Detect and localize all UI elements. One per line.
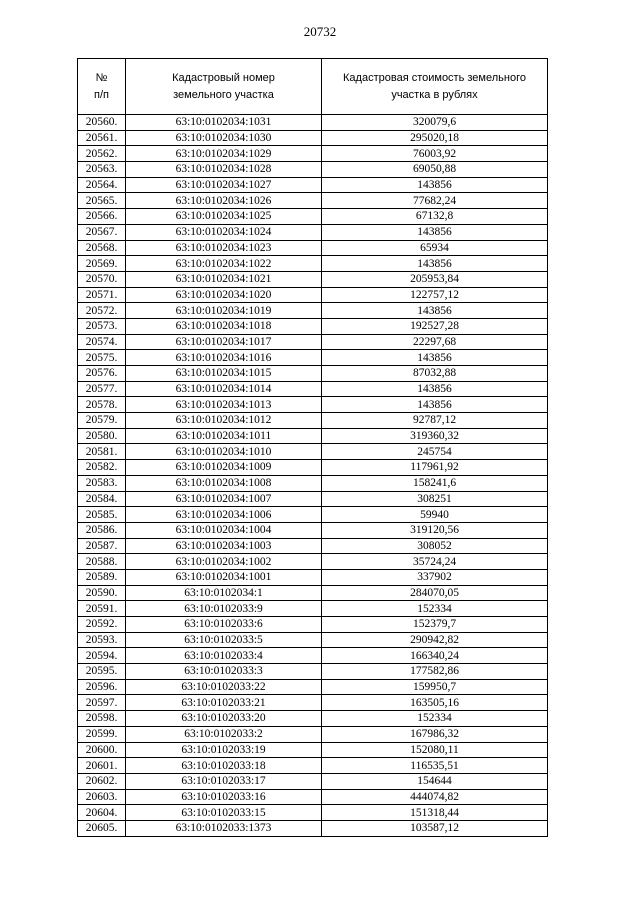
cadastral-value: 308052: [322, 538, 548, 554]
row-number: 20574.: [78, 334, 126, 350]
cadastral-value: 87032,88: [322, 366, 548, 382]
cadastral-number: 63:10:0102034:1004: [126, 522, 322, 538]
table-row: [78, 617, 548, 633]
table-row: [78, 632, 548, 648]
table-row: [78, 820, 548, 836]
cadastral-value: 143856: [322, 303, 548, 319]
cadastral-value: 166340,24: [322, 648, 548, 664]
cadastral-value: 290942,82: [322, 632, 548, 648]
row-number: 20595.: [78, 664, 126, 680]
table-row: [78, 491, 548, 507]
table-row: [78, 287, 548, 303]
cadastral-value: 116535,51: [322, 758, 548, 774]
header-cadastral-number-line-1: Кадастровый номер: [172, 71, 275, 84]
row-number: 20581.: [78, 444, 126, 460]
cadastral-number: 63:10:0102033:6: [126, 617, 322, 633]
row-number: 20573.: [78, 318, 126, 334]
cadastral-number: 63:10:0102034:1013: [126, 397, 322, 413]
cadastral-value: 177582,86: [322, 664, 548, 680]
cadastral-number: 63:10:0102034:1021: [126, 271, 322, 287]
cadastral-value: 35724,24: [322, 554, 548, 570]
cadastral-value: 159950,7: [322, 679, 548, 695]
row-number: 20591.: [78, 601, 126, 617]
table-row: [78, 679, 548, 695]
cadastral-number: 63:10:0102033:19: [126, 742, 322, 758]
cadastral-table: [77, 58, 548, 837]
cadastral-number: 63:10:0102034:1014: [126, 381, 322, 397]
row-number: 20569.: [78, 256, 126, 272]
cadastral-value: 308251: [322, 491, 548, 507]
table-row: [78, 522, 548, 538]
page-number: 20732: [303, 24, 337, 39]
cadastral-value: 143856: [322, 224, 548, 240]
row-number: 20594.: [78, 648, 126, 664]
cadastral-number: 63:10:0102034:1015: [126, 366, 322, 382]
row-number: 20561.: [78, 130, 126, 146]
cadastral-value: 152379,7: [322, 617, 548, 633]
row-number: 20605.: [78, 820, 126, 836]
cadastral-value: 444074,82: [322, 789, 548, 805]
table-row: [78, 742, 548, 758]
table-row: [78, 664, 548, 680]
header-row: [78, 59, 548, 115]
row-number: 20572.: [78, 303, 126, 319]
cadastral-value: 319360,32: [322, 428, 548, 444]
header-number-line-1: №: [95, 71, 108, 84]
cadastral-number: 63:10:0102033:15: [126, 805, 322, 821]
header-cadastral-number: [126, 59, 322, 115]
row-number: 20592.: [78, 617, 126, 633]
cadastral-number: 63:10:0102033:3: [126, 664, 322, 680]
cadastral-value: 67132,8: [322, 209, 548, 225]
header-cadastral-number-line-2: земельного участка: [173, 88, 274, 101]
cadastral-number: 63:10:0102033:21: [126, 695, 322, 711]
cadastral-value: 117961,92: [322, 460, 548, 476]
header-cadastral-value: [322, 59, 548, 115]
row-number: 20563.: [78, 162, 126, 178]
cadastral-number: 63:10:0102033:9: [126, 601, 322, 617]
table-row: [78, 256, 548, 272]
cadastral-value: 295020,18: [322, 130, 548, 146]
row-number: 20600.: [78, 742, 126, 758]
cadastral-number: 63:10:0102034:1024: [126, 224, 322, 240]
cadastral-number: 63:10:0102034:1023: [126, 240, 322, 256]
table-row: [78, 601, 548, 617]
cadastral-number: 63:10:0102034:1001: [126, 569, 322, 585]
table-row: [78, 648, 548, 664]
table-row: [78, 585, 548, 601]
row-number: 20579.: [78, 413, 126, 429]
row-number: 20584.: [78, 491, 126, 507]
cadastral-number: 63:10:0102034:1003: [126, 538, 322, 554]
cadastral-number: 63:10:0102034:1027: [126, 177, 322, 193]
table-row: [78, 177, 548, 193]
cadastral-number: 63:10:0102034:1019: [126, 303, 322, 319]
row-number: 20570.: [78, 271, 126, 287]
cadastral-number: 63:10:0102034:1028: [126, 162, 322, 178]
table-row: [78, 240, 548, 256]
cadastral-number: 63:10:0102033:5: [126, 632, 322, 648]
cadastral-number: 63:10:0102033:4: [126, 648, 322, 664]
table-row: [78, 773, 548, 789]
cadastral-value: 205953,84: [322, 271, 548, 287]
table-row: [78, 115, 548, 131]
row-number: 20577.: [78, 381, 126, 397]
cadastral-number: 63:10:0102033:22: [126, 679, 322, 695]
row-number: 20564.: [78, 177, 126, 193]
table-row: [78, 366, 548, 382]
row-number: 20604.: [78, 805, 126, 821]
table-row: [78, 224, 548, 240]
table-row: [78, 334, 548, 350]
row-number: 20582.: [78, 460, 126, 476]
cadastral-number: 63:10:0102034:1009: [126, 460, 322, 476]
cadastral-value: 59940: [322, 507, 548, 523]
row-number: 20585.: [78, 507, 126, 523]
cadastral-number: 63:10:0102034:1008: [126, 475, 322, 491]
table-row: [78, 271, 548, 287]
cadastral-number: 63:10:0102033:1373: [126, 820, 322, 836]
row-number: 20565.: [78, 193, 126, 209]
table-row: [78, 303, 548, 319]
cadastral-number: 63:10:0102034:1016: [126, 350, 322, 366]
cadastral-value: 152080,11: [322, 742, 548, 758]
table-row: [78, 381, 548, 397]
cadastral-value: 77682,24: [322, 193, 548, 209]
cadastral-value: 284070,05: [322, 585, 548, 601]
table-row: [78, 130, 548, 146]
cadastral-number: 63:10:0102034:1022: [126, 256, 322, 272]
cadastral-value: 154644: [322, 773, 548, 789]
row-number: 20593.: [78, 632, 126, 648]
table-row: [78, 146, 548, 162]
cadastral-number: 63:10:0102034:1006: [126, 507, 322, 523]
table-row: [78, 758, 548, 774]
cadastral-value: 143856: [322, 381, 548, 397]
row-number: 20560.: [78, 115, 126, 131]
table-header: [78, 59, 548, 115]
table-row: [78, 350, 548, 366]
cadastral-value: 320079,6: [322, 115, 548, 131]
cadastral-number: 63:10:0102034:1: [126, 585, 322, 601]
row-number: 20597.: [78, 695, 126, 711]
table-row: [78, 507, 548, 523]
row-number: 20602.: [78, 773, 126, 789]
cadastral-value: 319120,56: [322, 522, 548, 538]
cadastral-value: 143856: [322, 397, 548, 413]
cadastral-number: 63:10:0102034:1012: [126, 413, 322, 429]
row-number: 20599.: [78, 726, 126, 742]
cadastral-value: 245754: [322, 444, 548, 460]
row-number: 20588.: [78, 554, 126, 570]
cadastral-value: 163505,16: [322, 695, 548, 711]
cadastral-number: 63:10:0102034:1010: [126, 444, 322, 460]
table-row: [78, 413, 548, 429]
row-number: 20596.: [78, 679, 126, 695]
cadastral-value: 158241,6: [322, 475, 548, 491]
table-row: [78, 554, 548, 570]
table-row: [78, 695, 548, 711]
table-row: [78, 318, 548, 334]
cadastral-value: 22297,68: [322, 334, 548, 350]
row-number: 20571.: [78, 287, 126, 303]
cadastral-value: 167986,32: [322, 726, 548, 742]
table-row: [78, 209, 548, 225]
cadastral-number: 63:10:0102034:1029: [126, 146, 322, 162]
row-number: 20580.: [78, 428, 126, 444]
cadastral-number: 63:10:0102034:1018: [126, 318, 322, 334]
header-number: [78, 59, 126, 115]
cadastral-value: 152334: [322, 601, 548, 617]
cadastral-number: 63:10:0102033:16: [126, 789, 322, 805]
cadastral-number: 63:10:0102033:18: [126, 758, 322, 774]
header-cadastral-value-line-2: участка в рублях: [391, 88, 478, 101]
row-number: 20587.: [78, 538, 126, 554]
cadastral-value: 143856: [322, 256, 548, 272]
row-number: 20590.: [78, 585, 126, 601]
row-number: 20566.: [78, 209, 126, 225]
row-number: 20601.: [78, 758, 126, 774]
table-row: [78, 428, 548, 444]
cadastral-number: 63:10:0102034:1011: [126, 428, 322, 444]
table-row: [78, 569, 548, 585]
table-row: [78, 475, 548, 491]
cadastral-number: 63:10:0102034:1026: [126, 193, 322, 209]
cadastral-value: 122757,12: [322, 287, 548, 303]
cadastral-value: 337902: [322, 569, 548, 585]
cadastral-value: 103587,12: [322, 820, 548, 836]
row-number: 20583.: [78, 475, 126, 491]
cadastral-number: 63:10:0102034:1031: [126, 115, 322, 131]
cadastral-value: 152334: [322, 711, 548, 727]
row-number: 20575.: [78, 350, 126, 366]
table-row: [78, 444, 548, 460]
cadastral-number: 63:10:0102034:1030: [126, 130, 322, 146]
row-number: 20568.: [78, 240, 126, 256]
row-number: 20603.: [78, 789, 126, 805]
table-row: [78, 397, 548, 413]
cadastral-value: 76003,92: [322, 146, 548, 162]
table-row: [78, 711, 548, 727]
cadastral-number: 63:10:0102034:1007: [126, 491, 322, 507]
cadastral-number: 63:10:0102034:1020: [126, 287, 322, 303]
cadastral-number: 63:10:0102033:17: [126, 773, 322, 789]
table-row: [78, 162, 548, 178]
cadastral-value: 151318,44: [322, 805, 548, 821]
row-number: 20562.: [78, 146, 126, 162]
cadastral-value: 69050,88: [322, 162, 548, 178]
table-row: [78, 789, 548, 805]
table-row: [78, 538, 548, 554]
row-number: 20598.: [78, 711, 126, 727]
table-row: [78, 805, 548, 821]
row-number: 20589.: [78, 569, 126, 585]
header-cadastral-value-line-1: Кадастровая стоимость земельного: [343, 71, 526, 84]
cadastral-number: 63:10:0102034:1025: [126, 209, 322, 225]
table-row: [78, 193, 548, 209]
cadastral-value: 192527,28: [322, 318, 548, 334]
row-number: 20567.: [78, 224, 126, 240]
cadastral-value: 143856: [322, 177, 548, 193]
row-number: 20586.: [78, 522, 126, 538]
cadastral-number: 63:10:0102034:1017: [126, 334, 322, 350]
table-row: [78, 726, 548, 742]
cadastral-value: 92787,12: [322, 413, 548, 429]
cadastral-number: 63:10:0102033:2: [126, 726, 322, 742]
cadastral-number: 63:10:0102033:20: [126, 711, 322, 727]
table-row: [78, 460, 548, 476]
table-body: [78, 115, 548, 837]
row-number: 20576.: [78, 366, 126, 382]
cadastral-value: 143856: [322, 350, 548, 366]
cadastral-value: 65934: [322, 240, 548, 256]
row-number: 20578.: [78, 397, 126, 413]
header-number-line-2: п/п: [94, 88, 109, 101]
cadastral-number: 63:10:0102034:1002: [126, 554, 322, 570]
